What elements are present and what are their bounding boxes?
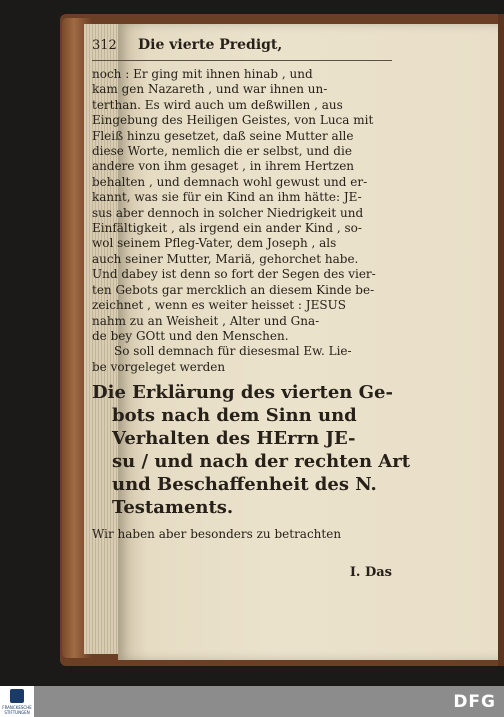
text-line: noch : Er ging mit ihnen hinab , und bbox=[92, 67, 313, 81]
heading-line: und Beschaffenheit des N. bbox=[112, 474, 377, 496]
text-line: Eingebung des Heiligen Geistes, von Luca mit bbox=[92, 113, 374, 128]
text-line: Einfältigkeit , als irgend ein ander Kind , so- bbox=[92, 221, 362, 236]
text-line: be vorgeleget werden bbox=[92, 359, 226, 374]
paragraph-1 bbox=[92, 67, 392, 344]
after-heading-line: Wir haben aber besonders zu betrachten bbox=[92, 527, 342, 542]
text-line: terthan. Es wird auch um deßwillen , aus bbox=[92, 97, 343, 112]
text-line: de bey GOtt und den Menschen. bbox=[92, 328, 289, 343]
page-text bbox=[92, 37, 411, 580]
heading-line: Testaments. bbox=[112, 497, 234, 519]
heading-line: Verhalten des HErrn JE- bbox=[112, 428, 356, 450]
heading-line: bots nach dem Sinn und bbox=[112, 405, 357, 427]
text-line: zeichnet , wenn es weiter heisset : JESUS bbox=[92, 298, 346, 313]
text-line: Und dabey ist denn so fort der Segen des vier- bbox=[92, 267, 376, 282]
logo-text: FRANCKESCHE STIFTUNGEN bbox=[2, 705, 32, 715]
logo-mark-icon bbox=[10, 689, 24, 703]
text-line: sus aber dennoch in solcher Niedrigkeit und bbox=[92, 205, 364, 220]
cover-right-edge bbox=[498, 14, 504, 666]
text-line: andere von ihm gesaget , in ihrem Hertzen bbox=[92, 159, 355, 174]
heading-line: Die Erklärung des vierten Ge- bbox=[92, 382, 393, 404]
paragraph-2 bbox=[92, 344, 392, 375]
institution-logo[interactable] bbox=[0, 686, 34, 717]
running-title: Die vierte Predigt, bbox=[138, 37, 283, 53]
section-heading bbox=[92, 381, 411, 519]
text-line: wol seinem Pfleg-Vater, dem Joseph , als bbox=[92, 236, 337, 251]
viewer-footer-bar bbox=[0, 686, 504, 717]
page-number: 312 bbox=[92, 38, 117, 53]
text-line: Fleiß hinzu gesetzet, daß seine Mutter alle bbox=[92, 128, 354, 143]
text-line: nahm zu an Weisheit , Alter und Gna- bbox=[92, 313, 320, 328]
text-line: kam gen Nazareth , und war ihnen un- bbox=[92, 82, 328, 97]
text-line: behalten , und demnach wohl gewust und er- bbox=[92, 174, 368, 189]
text-line: diese Worte, nemlich die er selbst, und die bbox=[92, 144, 352, 159]
catchword: I. Das bbox=[349, 564, 392, 580]
text-line: So soll demnach für diesesmal Ew. Lie- bbox=[114, 344, 352, 359]
dfg-logo[interactable]: DFG bbox=[453, 692, 496, 712]
text-line: auch seiner Mutter, Mariä, gehorchet habe. bbox=[92, 251, 359, 266]
text-line: ten Gebots gar mercklich an diesem Kinde be- bbox=[92, 282, 375, 297]
heading-line: su / und nach der rechten Art bbox=[112, 451, 411, 473]
page-header bbox=[92, 38, 392, 61]
text-line: kannt, was sie für ein Kind an ihm hätte: JE- bbox=[92, 190, 362, 205]
